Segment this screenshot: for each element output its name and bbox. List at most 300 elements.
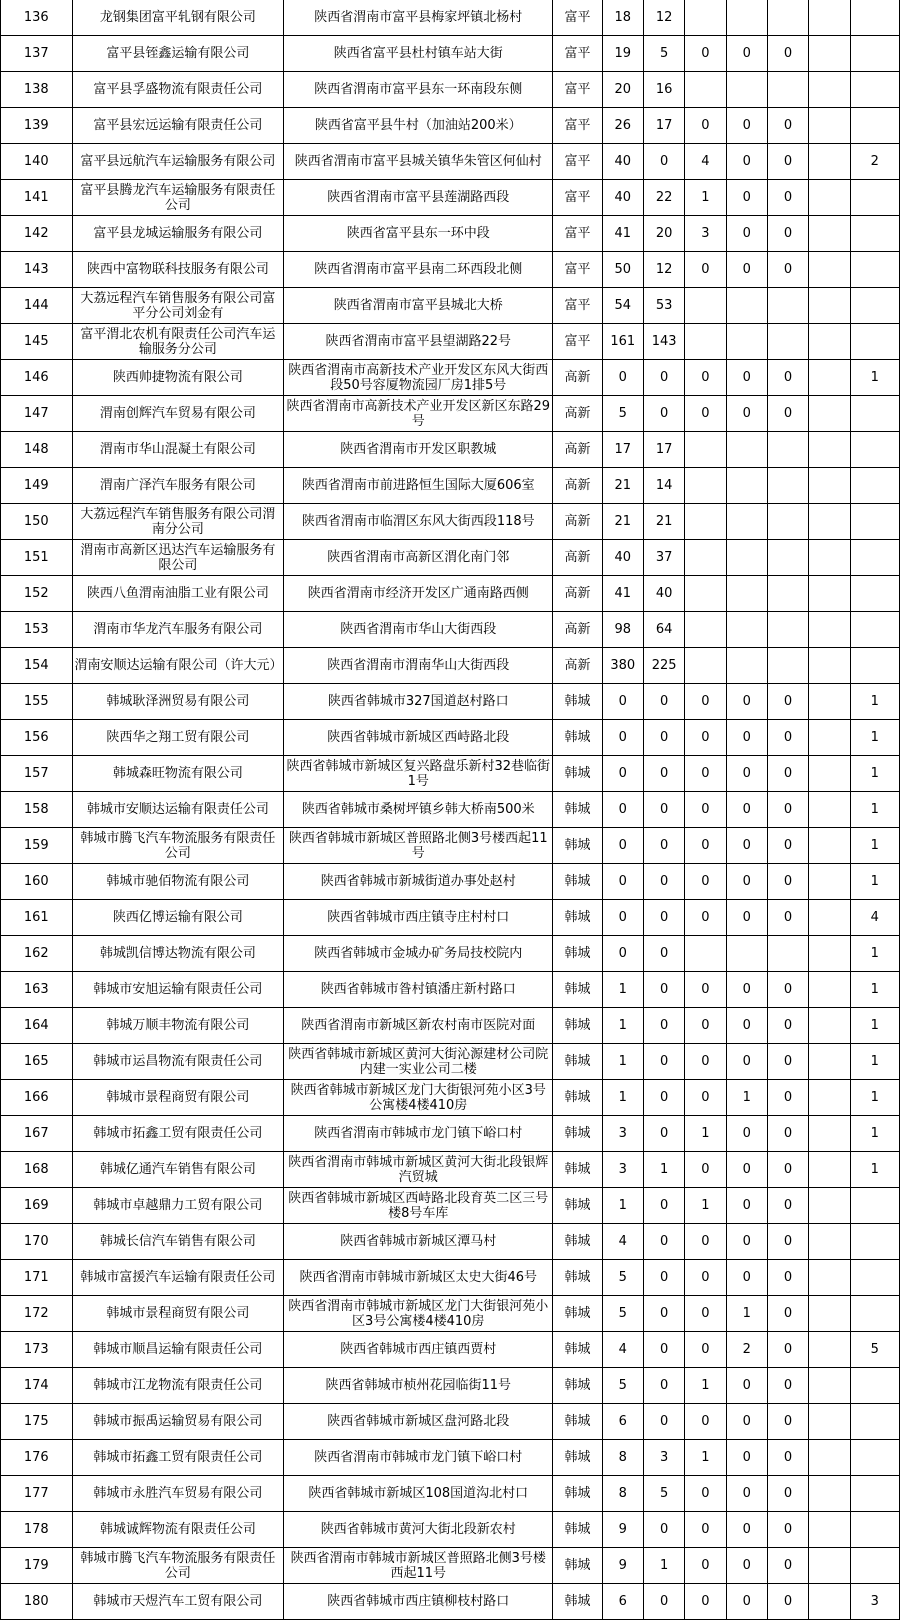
company-name: 韩城市腾飞汽车物流服务有限责任公司 bbox=[72, 828, 284, 864]
count-col-2: 0 bbox=[643, 828, 684, 864]
count-col-1: 5 bbox=[602, 1296, 643, 1332]
count-col-7 bbox=[850, 252, 899, 288]
table-row bbox=[1, 864, 900, 900]
count-col-4: 0 bbox=[726, 720, 767, 756]
count-col-5: 0 bbox=[767, 1332, 808, 1368]
count-col-3: 1 bbox=[685, 1440, 726, 1476]
count-col-2: 0 bbox=[643, 144, 684, 180]
table-row bbox=[1, 288, 900, 324]
count-col-1: 17 bbox=[602, 432, 643, 468]
row-number: 136 bbox=[1, 0, 73, 36]
count-col-7 bbox=[850, 576, 899, 612]
company-address: 陕西省韩城市黄河大街北段新农村 bbox=[284, 1512, 553, 1548]
row-number: 168 bbox=[1, 1152, 73, 1188]
row-number: 165 bbox=[1, 1044, 73, 1080]
district: 韩城 bbox=[553, 1404, 602, 1440]
company-name: 渭南市华龙汽车服务有限公司 bbox=[72, 612, 284, 648]
company-name: 渭南市华山混凝土有限公司 bbox=[72, 432, 284, 468]
count-col-1: 0 bbox=[602, 828, 643, 864]
count-col-1: 161 bbox=[602, 324, 643, 360]
table-row bbox=[1, 1296, 900, 1332]
company-address: 陕西省韩城市新城区108国道沟北村口 bbox=[284, 1476, 553, 1512]
count-col-4 bbox=[726, 504, 767, 540]
table-row bbox=[1, 1188, 900, 1224]
count-col-4: 0 bbox=[726, 684, 767, 720]
count-col-3 bbox=[685, 648, 726, 684]
count-col-2: 0 bbox=[643, 1584, 684, 1620]
count-col-1: 1 bbox=[602, 1188, 643, 1224]
count-col-7 bbox=[850, 612, 899, 648]
count-col-2: 0 bbox=[643, 360, 684, 396]
count-col-5: 0 bbox=[767, 216, 808, 252]
count-col-5: 0 bbox=[767, 1584, 808, 1620]
table-row bbox=[1, 1116, 900, 1152]
district: 韩城 bbox=[553, 684, 602, 720]
company-name: 大荔远程汽车销售服务有限公司富平分公司刘金有 bbox=[72, 288, 284, 324]
district: 韩城 bbox=[553, 1224, 602, 1260]
count-col-3: 0 bbox=[685, 1296, 726, 1332]
row-number: 150 bbox=[1, 504, 73, 540]
count-col-5: 0 bbox=[767, 828, 808, 864]
district: 韩城 bbox=[553, 828, 602, 864]
count-col-5: 0 bbox=[767, 1260, 808, 1296]
table-row bbox=[1, 756, 900, 792]
district: 韩城 bbox=[553, 1188, 602, 1224]
district: 韩城 bbox=[553, 936, 602, 972]
count-col-3: 0 bbox=[685, 252, 726, 288]
count-col-3: 0 bbox=[685, 900, 726, 936]
count-col-5: 0 bbox=[767, 684, 808, 720]
count-col-3 bbox=[685, 540, 726, 576]
company-name: 渭南市高新区迅达汽车运输服务有限公司 bbox=[72, 540, 284, 576]
count-col-7 bbox=[850, 1368, 899, 1404]
district: 韩城 bbox=[553, 1548, 602, 1584]
count-col-1: 5 bbox=[602, 1368, 643, 1404]
district: 韩城 bbox=[553, 1332, 602, 1368]
district: 韩城 bbox=[553, 1152, 602, 1188]
count-col-3: 0 bbox=[685, 1584, 726, 1620]
count-col-5: 0 bbox=[767, 360, 808, 396]
count-col-4: 0 bbox=[726, 1476, 767, 1512]
company-name: 韩城森旺物流有限公司 bbox=[72, 756, 284, 792]
company-name: 富平县龙城运输服务有限公司 bbox=[72, 216, 284, 252]
count-col-7 bbox=[850, 468, 899, 504]
count-col-5 bbox=[767, 72, 808, 108]
row-number: 158 bbox=[1, 792, 73, 828]
district: 富平 bbox=[553, 36, 602, 72]
row-number: 143 bbox=[1, 252, 73, 288]
row-number: 159 bbox=[1, 828, 73, 864]
count-col-3: 1 bbox=[685, 180, 726, 216]
count-col-6 bbox=[809, 864, 850, 900]
count-col-3: 0 bbox=[685, 396, 726, 432]
company-address: 陕西省韩城市西庄镇柳枝村路口 bbox=[284, 1584, 553, 1620]
count-col-4: 0 bbox=[726, 756, 767, 792]
row-number: 175 bbox=[1, 1404, 73, 1440]
company-name: 渭南创辉汽车贸易有限公司 bbox=[72, 396, 284, 432]
row-number: 161 bbox=[1, 900, 73, 936]
count-col-3 bbox=[685, 576, 726, 612]
count-col-6 bbox=[809, 900, 850, 936]
district: 富平 bbox=[553, 180, 602, 216]
count-col-6 bbox=[809, 1152, 850, 1188]
company-address: 陕西省韩城市新城区复兴路盘乐新村32巷临街1号 bbox=[284, 756, 553, 792]
count-col-6 bbox=[809, 648, 850, 684]
table-row bbox=[1, 900, 900, 936]
district: 高新 bbox=[553, 504, 602, 540]
row-number: 147 bbox=[1, 396, 73, 432]
company-name: 韩城亿通汽车销售有限公司 bbox=[72, 1152, 284, 1188]
count-col-2: 14 bbox=[643, 468, 684, 504]
company-name: 韩城市安顺达运输有限责任公司 bbox=[72, 792, 284, 828]
count-col-2: 0 bbox=[643, 756, 684, 792]
count-col-1: 5 bbox=[602, 396, 643, 432]
count-col-3: 1 bbox=[685, 1188, 726, 1224]
count-col-5: 0 bbox=[767, 108, 808, 144]
company-address: 陕西省渭南市高新技术产业开发区东风大街西段50号容厦物流园厂房1排5号 bbox=[284, 360, 553, 396]
company-name: 富平渭北农机有限责任公司汽车运输服务分公司 bbox=[72, 324, 284, 360]
count-col-5: 0 bbox=[767, 720, 808, 756]
count-col-4: 0 bbox=[726, 108, 767, 144]
count-col-3 bbox=[685, 432, 726, 468]
count-col-7 bbox=[850, 1476, 899, 1512]
company-address: 陕西省渭南市前进路恒生国际大厦606室 bbox=[284, 468, 553, 504]
count-col-3: 0 bbox=[685, 1008, 726, 1044]
table-row bbox=[1, 1440, 900, 1476]
count-col-4 bbox=[726, 468, 767, 504]
count-col-5: 0 bbox=[767, 1116, 808, 1152]
count-col-6 bbox=[809, 576, 850, 612]
company-name: 韩城凯信博达物流有限公司 bbox=[72, 936, 284, 972]
count-col-6 bbox=[809, 1260, 850, 1296]
count-col-7: 3 bbox=[850, 1584, 899, 1620]
company-address: 陕西省韩城市西庄镇寺庄村村口 bbox=[284, 900, 553, 936]
count-col-1: 54 bbox=[602, 288, 643, 324]
row-number: 177 bbox=[1, 1476, 73, 1512]
count-col-6 bbox=[809, 288, 850, 324]
count-col-2: 0 bbox=[643, 1296, 684, 1332]
count-col-1: 3 bbox=[602, 1152, 643, 1188]
count-col-6 bbox=[809, 504, 850, 540]
count-col-6 bbox=[809, 1008, 850, 1044]
count-col-7: 1 bbox=[850, 828, 899, 864]
table-row bbox=[1, 576, 900, 612]
count-col-2: 0 bbox=[643, 1368, 684, 1404]
count-col-6 bbox=[809, 972, 850, 1008]
company-name: 韩城市江龙物流有限责任公司 bbox=[72, 1368, 284, 1404]
count-col-7: 1 bbox=[850, 1008, 899, 1044]
table-row bbox=[1, 252, 900, 288]
count-col-3: 0 bbox=[685, 1152, 726, 1188]
count-col-4: 0 bbox=[726, 1440, 767, 1476]
count-col-4: 0 bbox=[726, 1368, 767, 1404]
count-col-5: 0 bbox=[767, 1224, 808, 1260]
count-col-3: 0 bbox=[685, 864, 726, 900]
company-name: 韩城市天煜汽车工贸有限公司 bbox=[72, 1584, 284, 1620]
table-row bbox=[1, 216, 900, 252]
count-col-4: 0 bbox=[726, 1404, 767, 1440]
district: 韩城 bbox=[553, 1080, 602, 1116]
row-number: 149 bbox=[1, 468, 73, 504]
count-col-1: 0 bbox=[602, 684, 643, 720]
company-name: 韩城市卓越鼎力工贸有限公司 bbox=[72, 1188, 284, 1224]
company-address: 陕西省韩城市327国道赵村路口 bbox=[284, 684, 553, 720]
district: 富平 bbox=[553, 216, 602, 252]
count-col-1: 40 bbox=[602, 180, 643, 216]
count-col-5: 0 bbox=[767, 180, 808, 216]
count-col-1: 0 bbox=[602, 756, 643, 792]
count-col-1: 0 bbox=[602, 864, 643, 900]
count-col-3: 0 bbox=[685, 108, 726, 144]
count-col-5: 0 bbox=[767, 252, 808, 288]
count-col-1: 18 bbox=[602, 0, 643, 36]
count-col-3 bbox=[685, 936, 726, 972]
count-col-2: 37 bbox=[643, 540, 684, 576]
company-name: 韩城耿泽洲贸易有限公司 bbox=[72, 684, 284, 720]
company-name: 富平县腾龙汽车运输服务有限责任公司 bbox=[72, 180, 284, 216]
count-col-6 bbox=[809, 216, 850, 252]
count-col-4: 0 bbox=[726, 1116, 767, 1152]
company-address: 陕西省韩城市新城区潭马村 bbox=[284, 1224, 553, 1260]
count-col-6 bbox=[809, 324, 850, 360]
count-col-2: 5 bbox=[643, 36, 684, 72]
count-col-6 bbox=[809, 180, 850, 216]
count-col-3: 1 bbox=[685, 1368, 726, 1404]
count-col-7: 2 bbox=[850, 144, 899, 180]
row-number: 137 bbox=[1, 36, 73, 72]
count-col-6 bbox=[809, 108, 850, 144]
table-row bbox=[1, 1044, 900, 1080]
company-address: 陕西省渭南市富平县城关镇华朱管区何仙村 bbox=[284, 144, 553, 180]
count-col-1: 8 bbox=[602, 1476, 643, 1512]
company-name: 韩城市顺昌运输有限责任公司 bbox=[72, 1332, 284, 1368]
table-row bbox=[1, 144, 900, 180]
count-col-5: 0 bbox=[767, 396, 808, 432]
company-address: 陕西省渭南市韩城市龙门镇下峪口村 bbox=[284, 1116, 553, 1152]
company-address: 陕西省富平县杜村镇车站大街 bbox=[284, 36, 553, 72]
company-name: 富平县远航汽车运输服务有限公司 bbox=[72, 144, 284, 180]
count-col-5: 0 bbox=[767, 972, 808, 1008]
table-row bbox=[1, 1512, 900, 1548]
count-col-3: 0 bbox=[685, 684, 726, 720]
count-col-1: 0 bbox=[602, 900, 643, 936]
count-col-2: 0 bbox=[643, 1332, 684, 1368]
row-number: 170 bbox=[1, 1224, 73, 1260]
count-col-3: 0 bbox=[685, 1404, 726, 1440]
count-col-3 bbox=[685, 504, 726, 540]
count-col-6 bbox=[809, 1404, 850, 1440]
district: 韩城 bbox=[553, 1476, 602, 1512]
row-number: 180 bbox=[1, 1584, 73, 1620]
company-name: 韩城市永胜汽车贸易有限公司 bbox=[72, 1476, 284, 1512]
count-col-3: 0 bbox=[685, 36, 726, 72]
company-address: 陕西省韩城市新城区黄河大街沁源建材公司院内建一实业公司二楼 bbox=[284, 1044, 553, 1080]
count-col-5: 0 bbox=[767, 1440, 808, 1476]
count-col-4: 0 bbox=[726, 360, 767, 396]
count-col-5: 0 bbox=[767, 1152, 808, 1188]
company-address: 陕西省韩城市新城区龙门大街银河苑小区3号公寓楼4楼410房 bbox=[284, 1080, 553, 1116]
count-col-5: 0 bbox=[767, 1296, 808, 1332]
count-col-1: 380 bbox=[602, 648, 643, 684]
count-col-3: 0 bbox=[685, 1332, 726, 1368]
count-col-1: 0 bbox=[602, 936, 643, 972]
table-row bbox=[1, 1224, 900, 1260]
count-col-1: 4 bbox=[602, 1224, 643, 1260]
count-col-7 bbox=[850, 648, 899, 684]
count-col-5 bbox=[767, 612, 808, 648]
district: 韩城 bbox=[553, 1116, 602, 1152]
company-address: 陕西省渭南市富平县城北大桥 bbox=[284, 288, 553, 324]
count-col-5 bbox=[767, 432, 808, 468]
count-col-1: 1 bbox=[602, 1008, 643, 1044]
count-col-4: 0 bbox=[726, 1548, 767, 1584]
row-number: 138 bbox=[1, 72, 73, 108]
count-col-7: 1 bbox=[850, 1116, 899, 1152]
table-row bbox=[1, 324, 900, 360]
count-col-4: 2 bbox=[726, 1332, 767, 1368]
count-col-7: 1 bbox=[850, 720, 899, 756]
count-col-5: 0 bbox=[767, 1188, 808, 1224]
district: 高新 bbox=[553, 360, 602, 396]
count-col-1: 1 bbox=[602, 1080, 643, 1116]
count-col-1: 5 bbox=[602, 1260, 643, 1296]
row-number: 164 bbox=[1, 1008, 73, 1044]
count-col-5 bbox=[767, 504, 808, 540]
count-col-7: 1 bbox=[850, 792, 899, 828]
company-name: 韩城万顺丰物流有限公司 bbox=[72, 1008, 284, 1044]
count-col-4 bbox=[726, 432, 767, 468]
count-col-6 bbox=[809, 1584, 850, 1620]
district: 高新 bbox=[553, 540, 602, 576]
company-address: 陕西省富平县牛村（加油站200米） bbox=[284, 108, 553, 144]
count-col-5: 0 bbox=[767, 900, 808, 936]
count-col-7 bbox=[850, 0, 899, 36]
company-address: 陕西省渭南市韩城市新城区黄河大街北段银辉汽贸城 bbox=[284, 1152, 553, 1188]
count-col-3: 4 bbox=[685, 144, 726, 180]
table-row bbox=[1, 1404, 900, 1440]
count-col-4: 0 bbox=[726, 252, 767, 288]
count-col-2: 17 bbox=[643, 108, 684, 144]
company-name: 韩城市拓鑫工贸有限责任公司 bbox=[72, 1116, 284, 1152]
table-row bbox=[1, 360, 900, 396]
count-col-2: 225 bbox=[643, 648, 684, 684]
count-col-7 bbox=[850, 504, 899, 540]
table-row bbox=[1, 972, 900, 1008]
row-number: 178 bbox=[1, 1512, 73, 1548]
count-col-6 bbox=[809, 684, 850, 720]
count-col-6 bbox=[809, 72, 850, 108]
count-col-7 bbox=[850, 180, 899, 216]
table-row bbox=[1, 1548, 900, 1584]
table-row bbox=[1, 1368, 900, 1404]
count-col-3: 0 bbox=[685, 1080, 726, 1116]
count-col-3: 0 bbox=[685, 1044, 726, 1080]
table-row bbox=[1, 936, 900, 972]
count-col-5: 0 bbox=[767, 864, 808, 900]
count-col-3: 0 bbox=[685, 972, 726, 1008]
company-address: 陕西省韩城市新城区西峙路北段 bbox=[284, 720, 553, 756]
count-col-5: 0 bbox=[767, 1368, 808, 1404]
row-number: 151 bbox=[1, 540, 73, 576]
count-col-5 bbox=[767, 936, 808, 972]
count-col-5: 0 bbox=[767, 792, 808, 828]
count-col-7 bbox=[850, 108, 899, 144]
table-row bbox=[1, 828, 900, 864]
count-col-1: 9 bbox=[602, 1512, 643, 1548]
row-number: 142 bbox=[1, 216, 73, 252]
count-col-2: 143 bbox=[643, 324, 684, 360]
district: 韩城 bbox=[553, 1044, 602, 1080]
count-col-6 bbox=[809, 612, 850, 648]
count-col-3: 0 bbox=[685, 1260, 726, 1296]
count-col-6 bbox=[809, 828, 850, 864]
company-address: 陕西省韩城市昝村镇潘庄新村路口 bbox=[284, 972, 553, 1008]
table-row bbox=[1, 720, 900, 756]
count-col-1: 4 bbox=[602, 1332, 643, 1368]
company-name: 韩城长信汽车销售有限公司 bbox=[72, 1224, 284, 1260]
district: 韩城 bbox=[553, 864, 602, 900]
company-name: 陕西亿博运输有限公司 bbox=[72, 900, 284, 936]
table-row bbox=[1, 432, 900, 468]
company-address: 陕西省渭南市韩城市新城区普照路北侧3号楼西起11号 bbox=[284, 1548, 553, 1584]
row-number: 174 bbox=[1, 1368, 73, 1404]
count-col-7 bbox=[850, 324, 899, 360]
count-col-7 bbox=[850, 1512, 899, 1548]
company-name: 韩城市驰佰物流有限公司 bbox=[72, 864, 284, 900]
count-col-4 bbox=[726, 72, 767, 108]
count-col-6 bbox=[809, 36, 850, 72]
count-col-7 bbox=[850, 432, 899, 468]
count-col-3: 0 bbox=[685, 1512, 726, 1548]
count-col-3: 0 bbox=[685, 1476, 726, 1512]
count-col-5 bbox=[767, 288, 808, 324]
count-col-1: 0 bbox=[602, 792, 643, 828]
count-col-5: 0 bbox=[767, 1404, 808, 1440]
count-col-6 bbox=[809, 360, 850, 396]
count-col-2: 0 bbox=[643, 1116, 684, 1152]
count-col-2: 0 bbox=[643, 1044, 684, 1080]
count-col-2: 0 bbox=[643, 936, 684, 972]
company-address: 陕西省韩城市新城区西峙路北段育英二区三号楼8号车库 bbox=[284, 1188, 553, 1224]
count-col-2: 16 bbox=[643, 72, 684, 108]
district: 高新 bbox=[553, 432, 602, 468]
district: 韩城 bbox=[553, 972, 602, 1008]
count-col-4: 0 bbox=[726, 900, 767, 936]
count-col-1: 8 bbox=[602, 1440, 643, 1476]
count-col-7 bbox=[850, 1548, 899, 1584]
count-col-1: 1 bbox=[602, 972, 643, 1008]
company-name: 韩城诚辉物流有限责任公司 bbox=[72, 1512, 284, 1548]
company-name: 渭南广泽汽车服务有限公司 bbox=[72, 468, 284, 504]
row-number: 169 bbox=[1, 1188, 73, 1224]
district: 高新 bbox=[553, 648, 602, 684]
company-address: 陕西省韩城市新城区盘河路北段 bbox=[284, 1404, 553, 1440]
count-col-4: 0 bbox=[726, 396, 767, 432]
company-name: 韩城市拓鑫工贸有限责任公司 bbox=[72, 1440, 284, 1476]
count-col-6 bbox=[809, 1044, 850, 1080]
company-name: 韩城市景程商贸有限公司 bbox=[72, 1296, 284, 1332]
count-col-6 bbox=[809, 396, 850, 432]
district: 韩城 bbox=[553, 1008, 602, 1044]
count-col-6 bbox=[809, 1512, 850, 1548]
table-row bbox=[1, 1152, 900, 1188]
company-address: 陕西省渭南市韩城市新城区龙门大街银河苑小区3号公寓楼4楼410房 bbox=[284, 1296, 553, 1332]
company-address: 陕西省韩城市桑树坪镇乡韩大桥南500米 bbox=[284, 792, 553, 828]
count-col-4: 1 bbox=[726, 1296, 767, 1332]
company-name: 陕西华之翔工贸有限公司 bbox=[72, 720, 284, 756]
count-col-2: 0 bbox=[643, 396, 684, 432]
table-row bbox=[1, 180, 900, 216]
